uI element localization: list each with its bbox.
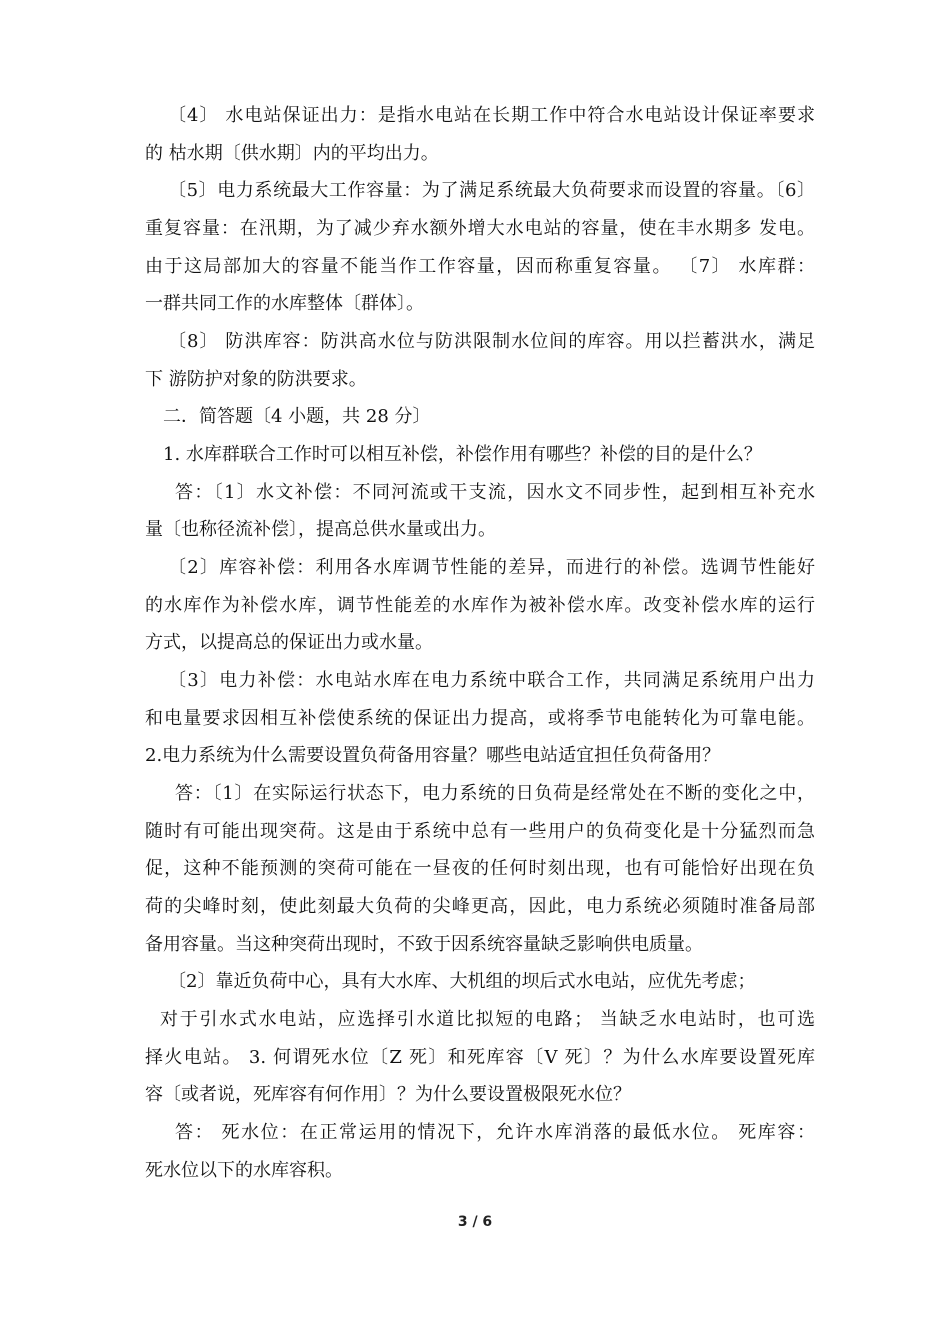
- text-line: 对于引水式水电站，应选择引水道比拟短的电路； 当缺乏水电站时，也可选: [160, 1009, 815, 1030]
- text-line: 答： 死水位：在正常运用的情况下，允许水库消落的最低水位。 死库容：: [175, 1122, 815, 1143]
- text-line: 下 游防护对象的防洪要求。: [145, 369, 367, 390]
- text-line: 〔3〕电力补偿：水电站水库在电力系统中联合工作，共同满足系统用户出力: [168, 670, 815, 691]
- text-line: 死水位以下的水库容积。: [145, 1160, 343, 1181]
- text-line: 容〔或者说，死库容有何作用〕？为什么要设置极限死水位？: [145, 1084, 631, 1105]
- text-line: 促，这种不能预测的突荷可能在一昼夜的任何时刻出现，也有可能恰好出现在负: [145, 858, 815, 879]
- text-line: 和电量要求因相互补偿使系统的保证出力提高，或将季节电能转化为可靠电能。: [145, 708, 815, 729]
- question-line: 2.电力系统为什么需要设置负荷备用容量？哪些电站适宜担任负荷备用？: [145, 745, 721, 766]
- text-line: 的 枯水期〔供水期〕内的平均出力。: [145, 143, 439, 164]
- text-line: 荷的尖峰时刻，使此刻最大负荷的尖峰更高，因此，电力系统必须随时准备局部: [145, 896, 815, 917]
- text-line: 方式，以提高总的保证出力或水量。: [145, 632, 433, 653]
- text-line: 〔4〕 水电站保证出力：是指水电站在长期工作中符合水电站设计保证率要求: [168, 105, 815, 126]
- section-heading: 二．简答题〔4 小题，共 28 分〕: [163, 406, 431, 427]
- text-line: 答：〔1〕在实际运行状态下，电力系统的日负荷是经常处在不断的变化之中，: [175, 783, 815, 804]
- text-line: 〔2〕库容补偿：利用各水库调节性能的差异，而进行的补偿。选调节性能好: [168, 557, 815, 578]
- text-line: 〔8〕 防洪库容：防洪高水位与防洪限制水位间的库容。用以拦蓄洪水，满足: [168, 331, 815, 352]
- text-line: 量〔也称径流补偿〕，提高总供水量或出力。: [145, 519, 496, 540]
- text-line: 一群共同工作的水库整体〔群体〕。: [145, 293, 424, 314]
- text-line: 重复容量：在汛期，为了减少弃水额外增大水电站的容量，使在丰水期多 发电。: [145, 218, 815, 239]
- page-number: 3 / 6: [457, 1214, 493, 1230]
- text-line: 随时有可能出现突荷。这是由于系统中总有一些用户的负荷变化是十分猛烈而急: [145, 821, 815, 842]
- text-line: 择火电站。 3. 何谓死水位〔Z 死〕和死库容〔V 死〕？为什么水库要设置死库: [145, 1047, 815, 1068]
- text-line: 〔2〕靠近负荷中心，具有大水库、大机组的坝后式水电站，应优先考虑；: [168, 971, 756, 992]
- question-line: 1. 水库群联合工作时可以相互补偿，补偿作用有哪些？补偿的目的是什么？: [163, 444, 762, 465]
- text-line: 备用容量。当这种突荷出现时，不致于因系统容量缺乏影响供电质量。: [145, 934, 703, 955]
- text-line: 答：〔1〕水文补偿：不同河流或干支流，因水文不同步性，起到相互补充水: [175, 482, 815, 503]
- text-line: 〔5〕电力系统最大工作容量：为了满足系统最大负荷要求而设置的容量。〔6〕: [168, 180, 815, 201]
- text-line: 的水库作为补偿水库，调节性能差的水库作为被补偿水库。改变补偿水库的运行: [145, 595, 815, 616]
- text-line: 由于这局部加大的容量不能当作工作容量，因而称重复容量。 〔7〕 水库群：: [145, 256, 815, 277]
